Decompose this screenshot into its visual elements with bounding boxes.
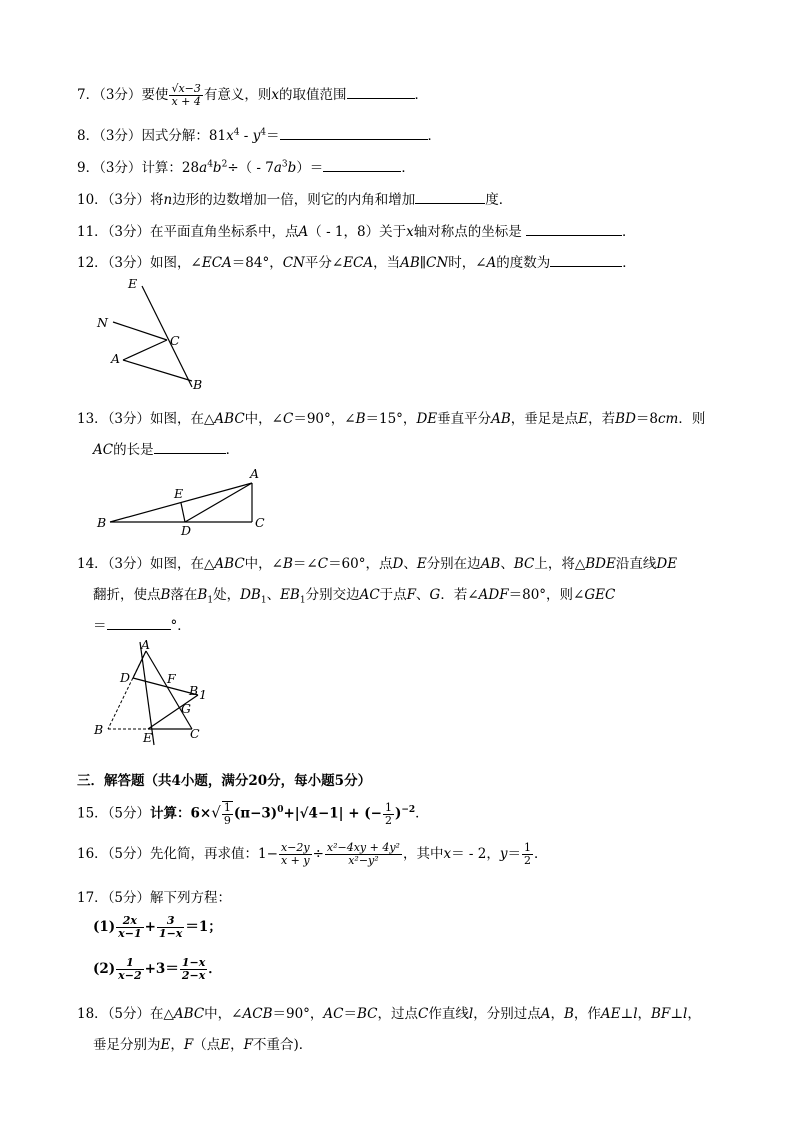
variable: ECA <box>343 255 374 271</box>
fraction-denominator: x−2 <box>118 969 142 982</box>
figure-q12 <box>90 272 220 397</box>
question-text: 的取值范围 <box>279 87 347 103</box>
fraction-numerator: 1 <box>384 800 392 814</box>
fraction-numerator: 1 <box>523 841 531 854</box>
fraction-numerator: 1−x <box>181 956 206 969</box>
question-text: ，其中 <box>402 846 444 862</box>
figure-q14 <box>88 640 218 750</box>
question-text: 作直线 <box>428 1006 469 1022</box>
variable: C <box>282 411 294 427</box>
question-text: ，垂足是点 <box>510 411 579 427</box>
question-text: 落在 <box>170 587 198 603</box>
label-D: D <box>181 523 192 538</box>
line-EB <box>142 286 192 387</box>
fraction-denominator: x + 4 <box>171 95 201 108</box>
question-text: 、 <box>416 587 430 603</box>
question-text: 有意义，则 <box>203 87 272 103</box>
question-text: 处， <box>213 587 241 603</box>
question-13-line2 <box>93 438 239 458</box>
question-text: ， <box>687 1006 701 1022</box>
question-17-part2 <box>93 957 222 982</box>
question-text: ∥ <box>419 255 427 271</box>
question-12 <box>77 251 636 271</box>
question-score: （5分） <box>107 805 151 822</box>
variable: ACB <box>242 1006 273 1022</box>
fraction-numerator: 1 <box>116 957 143 970</box>
label-A: A <box>250 466 260 481</box>
variable: BC <box>357 1006 378 1022</box>
question-14-line2 <box>93 583 615 606</box>
exponent: 4 <box>207 159 213 170</box>
expression: +3＝ <box>144 961 179 977</box>
question-text: ．若∠ <box>440 587 479 603</box>
question-text: 垂直平分 <box>437 411 492 427</box>
label-E: E <box>143 730 153 745</box>
subscript: 1 <box>207 595 214 606</box>
expression: ) <box>394 805 402 822</box>
fraction-denominator: 2−x <box>181 969 206 982</box>
question-text: ．则 <box>678 411 706 427</box>
punctuation: ． <box>415 805 429 822</box>
question-number: 9． <box>77 160 100 176</box>
variable: y <box>252 128 261 144</box>
question-text: 上，将△ <box>534 556 586 572</box>
operator: ÷ <box>312 846 324 862</box>
exponent: 2 <box>221 159 228 170</box>
answer-blank[interactable] <box>550 252 622 267</box>
label-C: C <box>255 515 265 530</box>
variable: B <box>355 411 366 427</box>
fraction-denominator: 9 <box>223 814 231 827</box>
question-score: （5分） <box>107 890 151 906</box>
variable: ECA <box>201 255 232 271</box>
exponent: 3 <box>281 159 288 170</box>
question-text: 因式分解：81 <box>141 128 227 144</box>
question-text: 如图，在△ <box>150 411 215 427</box>
question-text: 将 <box>150 192 164 208</box>
fraction-numerator: x²−4xy + 4y² <box>326 841 400 854</box>
variable: l <box>683 1006 688 1022</box>
exponent: 4 <box>233 127 240 138</box>
variable: C <box>418 1006 429 1022</box>
question-9 <box>77 156 415 176</box>
variable: AC <box>323 1006 344 1022</box>
question-text: 先化简，再求值：1− <box>150 846 278 862</box>
question-text: ＝60°，点 <box>328 556 393 572</box>
answer-blank[interactable] <box>107 615 171 630</box>
variable: l <box>468 1006 474 1022</box>
question-text: ＝80°，则∠ <box>508 587 585 603</box>
variable: BF <box>651 1006 671 1022</box>
exponent: −2 <box>401 805 416 815</box>
question-text: 时，∠ <box>448 255 487 271</box>
question-text: ）＝ <box>296 160 324 176</box>
question-number: 7． <box>77 87 100 103</box>
fraction <box>279 842 312 867</box>
variable: b <box>287 160 297 176</box>
question-text: ＝90°，∠ <box>293 411 356 427</box>
fraction-denominator: x−1 <box>118 927 142 940</box>
line-DA <box>185 483 252 522</box>
answer-blank[interactable] <box>415 189 485 204</box>
question-text: 计算：28 <box>141 160 200 176</box>
punctuation: ． <box>427 128 442 144</box>
variable: CN <box>426 255 449 271</box>
question-text: 分别交边 <box>305 587 360 603</box>
expression: ＝1； <box>185 919 222 935</box>
variable: A <box>486 255 497 271</box>
question-score: （3分） <box>99 128 142 144</box>
fraction-denominator: 2 <box>384 813 392 827</box>
question-text: ，作 <box>573 1006 601 1022</box>
exponent: 4 <box>260 127 267 138</box>
variable: D <box>392 556 404 572</box>
question-18 <box>77 1002 701 1022</box>
variable: B <box>282 556 293 572</box>
question-text: ＝90°， <box>272 1006 324 1022</box>
exponent: 0 <box>277 805 284 815</box>
question-text: 如图，∠ <box>150 255 202 271</box>
question-text: °． <box>170 618 191 634</box>
variable: y <box>499 846 508 862</box>
question-number: 11． <box>77 224 108 240</box>
question-15 <box>77 801 429 827</box>
variable: ABC <box>214 556 245 572</box>
question-17-part1 <box>93 915 222 940</box>
variable: x <box>443 846 452 862</box>
variable: BD <box>615 411 636 427</box>
question-number: 14． <box>77 556 108 572</box>
question-score: （3分） <box>107 556 151 572</box>
fraction <box>157 915 184 940</box>
punctuation: ． <box>414 87 428 103</box>
question-score: （5分） <box>107 846 151 862</box>
fraction <box>522 842 533 867</box>
question-text: ， <box>550 1006 564 1022</box>
question-text: 在△ <box>150 1006 174 1022</box>
question-text: ＝ <box>343 1006 358 1022</box>
question-text: 中，∠ <box>244 411 283 427</box>
fraction <box>325 842 402 867</box>
variable: C <box>317 556 329 572</box>
question-16 <box>77 842 547 867</box>
question-text: （点 <box>193 1037 221 1053</box>
answer-blank[interactable] <box>323 157 401 172</box>
expression: +|√4−1| + (− <box>283 805 382 822</box>
figure-q13 <box>92 466 277 538</box>
question-13 <box>77 407 705 427</box>
part-label: (2) <box>93 961 116 977</box>
question-number: 8． <box>77 128 100 144</box>
fraction-denominator: x + y <box>280 854 310 867</box>
variable: l <box>633 1006 638 1022</box>
question-text: 、 <box>403 556 417 572</box>
fraction-denominator: 2 <box>523 854 531 867</box>
question-text: 边形的边数增加一倍，则它的内角和增加 <box>172 192 416 208</box>
variable: BDE <box>585 556 616 572</box>
question-text: 度． <box>485 192 513 208</box>
question-text: ， <box>637 1006 652 1022</box>
question-text: 的长是 <box>113 442 154 458</box>
question-score: （5分） <box>107 1006 151 1022</box>
variable: G <box>429 587 441 603</box>
question-text: 中，∠ <box>204 1006 243 1022</box>
punctuation: ． <box>225 442 240 458</box>
punctuation: ． <box>401 160 415 176</box>
equals-sign: ＝ <box>507 846 521 862</box>
fraction <box>222 801 233 827</box>
label-E: E <box>128 276 138 291</box>
question-number: 10． <box>77 192 108 208</box>
question-score: （3分） <box>99 87 142 103</box>
variable: AB <box>400 255 420 271</box>
question-text: 分别在边 <box>426 556 481 572</box>
sqrt-sign: √ <box>211 803 221 822</box>
variable: DE <box>656 556 678 572</box>
fraction-denominator: 1−x <box>158 927 183 940</box>
label-G: G <box>181 701 191 716</box>
question-text: ，分别过点 <box>473 1006 541 1022</box>
variable: E <box>160 1037 171 1053</box>
variable: F <box>183 1037 194 1053</box>
operator: - <box>239 128 253 144</box>
label-B: B <box>193 377 203 392</box>
subscript: 1 <box>299 595 306 606</box>
question-text: ，过点 <box>377 1006 419 1022</box>
variable: E <box>578 411 589 427</box>
question-text: ， <box>230 1037 244 1053</box>
question-11 <box>77 220 636 240</box>
variable: B <box>160 587 171 603</box>
variable: AB <box>480 556 501 572</box>
answer-blank[interactable] <box>154 439 226 454</box>
question-14-line3 <box>93 614 191 634</box>
fraction-denominator: x²−y² <box>348 854 379 867</box>
label-D: D <box>120 670 131 685</box>
label-F: F <box>167 671 176 686</box>
fraction-numerator: x−2y <box>280 841 310 854</box>
question-text: ， <box>170 1037 184 1053</box>
variable: n <box>163 192 173 208</box>
question-text: 、 <box>266 587 281 603</box>
question-text: ⊥ <box>670 1006 684 1022</box>
variable: cm <box>658 411 679 427</box>
question-8 <box>77 124 441 144</box>
variable: E <box>416 556 427 572</box>
question-text: 计算：6× <box>150 805 212 822</box>
question-score: （3分） <box>107 192 151 208</box>
question-text: ⊥ <box>620 1006 634 1022</box>
punctuation: ． <box>208 961 222 977</box>
question-text: 垂足分别为 <box>93 1037 161 1053</box>
equals-sign: ＝ <box>266 128 280 144</box>
variable: b <box>212 160 222 176</box>
label-N: N <box>97 315 108 330</box>
variable: AC <box>359 587 380 603</box>
question-number: 16． <box>77 846 108 862</box>
question-number: 18． <box>77 1006 108 1022</box>
line-AB <box>123 360 192 381</box>
answer-blank[interactable] <box>526 221 622 236</box>
question-score: （3分） <box>107 224 151 240</box>
question-text: ÷（ - 7 <box>227 160 274 176</box>
question-number: 12． <box>77 255 108 271</box>
variable: AC <box>93 442 114 458</box>
label-A: A <box>111 351 121 366</box>
variable: B <box>197 587 208 603</box>
question-text: ，当 <box>373 255 401 271</box>
question-text: 翻折，使点 <box>93 587 161 603</box>
question-14 <box>77 552 677 572</box>
label-C: C <box>190 726 200 741</box>
label-B: B <box>94 722 104 737</box>
question-18-line2 <box>93 1033 312 1053</box>
variable: ABC <box>214 411 245 427</box>
variable: GEC <box>584 587 616 603</box>
question-text: 的度数为 <box>496 255 551 271</box>
question-text: 平分∠ <box>304 255 344 271</box>
variable: DE <box>416 411 438 427</box>
variable: EB <box>280 587 300 603</box>
variable: CN <box>282 255 305 271</box>
question-17 <box>77 886 231 906</box>
variable: ADF <box>478 587 509 603</box>
variable: x <box>226 128 234 144</box>
variable: DB <box>240 587 261 603</box>
question-10 <box>77 188 512 208</box>
variable: ABC <box>173 1006 205 1022</box>
question-number: 17． <box>77 890 108 906</box>
line-CA <box>123 340 167 360</box>
answer-blank[interactable] <box>280 125 428 140</box>
question-score: （3分） <box>107 255 151 271</box>
question-text: 于点 <box>379 587 407 603</box>
operator: + <box>144 919 156 935</box>
question-score: （3分） <box>107 411 151 427</box>
question-score: （3分） <box>99 160 142 176</box>
variable: a <box>273 160 282 176</box>
question-number: 15． <box>77 805 108 822</box>
label-B1: B <box>189 683 199 698</box>
question-text: ＝∠ <box>292 556 318 572</box>
question-text: （ - 1，8）关于 <box>308 224 407 240</box>
question-text: 要使 <box>141 87 169 103</box>
fraction <box>116 915 143 940</box>
line-ED <box>181 503 185 522</box>
question-number: 13． <box>77 411 108 427</box>
fraction <box>383 802 394 827</box>
punctuation: ． <box>622 224 636 240</box>
line-AC <box>146 651 192 729</box>
label-C: C <box>170 333 180 348</box>
variable: F <box>406 587 417 603</box>
answer-blank[interactable] <box>347 84 415 99</box>
question-7 <box>77 83 428 108</box>
variable: B <box>563 1006 574 1022</box>
fraction-numerator: 1 <box>223 801 231 814</box>
equals-sign: ＝ <box>93 618 107 634</box>
variable: x <box>271 87 279 103</box>
fraction-numerator: √x−3 <box>171 82 201 95</box>
question-text: ＝15°， <box>365 411 417 427</box>
label-B1-subscript: 1 <box>199 687 207 702</box>
fraction <box>116 957 143 982</box>
question-text: 、 <box>500 556 514 572</box>
punctuation: ． <box>622 255 636 271</box>
variable: AB <box>491 411 511 427</box>
question-text: 沿直线 <box>615 556 657 572</box>
question-text: ，若 <box>588 411 616 427</box>
question-text: 解下列方程： <box>150 890 232 906</box>
variable: A <box>540 1006 551 1022</box>
variable: BC <box>513 556 535 572</box>
variable: a <box>199 160 208 176</box>
variable: x <box>406 224 414 240</box>
expression: (π−3) <box>233 805 278 822</box>
label-B: B <box>97 515 107 530</box>
line-NC <box>113 322 167 340</box>
section-heading: 三．解答题（共4小题，满分20分，每小题5分） <box>77 773 372 789</box>
question-text: ＝ - 2， <box>451 846 500 862</box>
variable: F <box>243 1037 253 1053</box>
part-label: (1) <box>93 919 116 935</box>
fraction <box>169 83 202 108</box>
punctuation: ． <box>533 846 548 862</box>
question-text: ＝84°， <box>231 255 283 271</box>
variable: AE <box>600 1006 621 1022</box>
question-text: 在平面直角坐标系中，点 <box>150 224 299 240</box>
question-text: 轴对称点的坐标是 <box>413 224 522 240</box>
question-text: ＝8 <box>635 411 658 427</box>
variable: E <box>220 1037 231 1053</box>
label-A: A <box>141 640 151 652</box>
subscript: 1 <box>260 595 267 606</box>
question-text: 不重合)． <box>252 1037 313 1053</box>
question-text: 如图，在△ <box>150 556 215 572</box>
variable: A <box>298 224 309 240</box>
question-text: 中，∠ <box>244 556 283 572</box>
fraction <box>180 957 207 982</box>
label-E: E <box>174 486 184 501</box>
fraction-numerator: 2x <box>116 915 143 928</box>
fraction-numerator: 3 <box>157 915 184 928</box>
